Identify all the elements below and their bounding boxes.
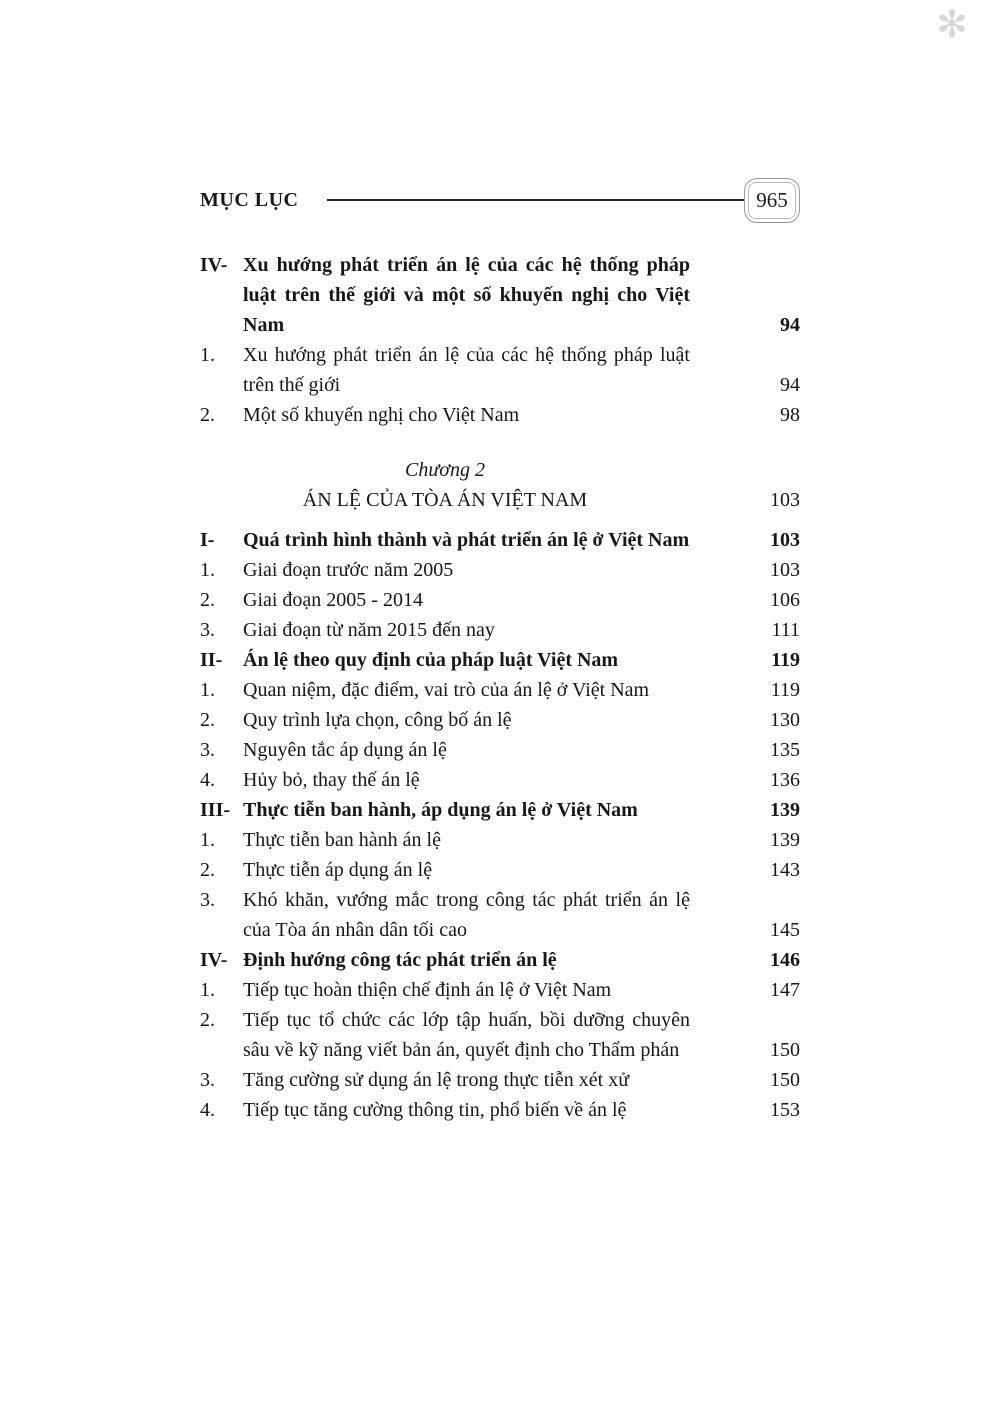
entry-page: 147 (770, 979, 800, 1001)
entry-text: Xu hướng phát triển án lệ của các hệ thống pháp luật trên thế giới và một số khuyến nghị cho Việt Nam (243, 254, 690, 336)
entry-number: I- (200, 529, 215, 551)
entry-page: 136 (770, 769, 800, 791)
page-header (200, 177, 800, 223)
entry-text: Quy trình lựa chọn, công bố án lệ (243, 709, 512, 731)
chapter-title: ÁN LỆ CỦA TÒA ÁN VIỆT NAM (302, 489, 588, 511)
entry-number: 1. (200, 829, 215, 851)
entry-page: 150 (770, 1039, 800, 1061)
toc-entry (200, 705, 800, 735)
entry-number: 4. (200, 769, 215, 791)
toc-entry (200, 585, 800, 615)
entry-text: Thực tiễn ban hành, áp dụng án lệ ở Việt Nam (243, 799, 638, 821)
toc-entry (200, 615, 800, 645)
toc-entry (200, 765, 800, 795)
entry-page: 153 (770, 1099, 800, 1121)
chapter-label: Chương 2 (405, 459, 485, 481)
entry-text: Án lệ theo quy định của pháp luật Việt Nam (243, 649, 619, 671)
entry-text: Quan niệm, đặc điểm, vai trò của án lệ ở Việt Nam (243, 679, 650, 701)
entry-number: 1. (200, 559, 215, 581)
toc-entry (200, 525, 800, 555)
entry-page: 143 (770, 859, 800, 881)
chapter-page: 103 (770, 489, 800, 511)
entry-page: 103 (770, 559, 800, 581)
entry-page: 119 (771, 649, 800, 671)
entry-number: 2. (200, 1009, 215, 1031)
toc-entry (200, 645, 800, 675)
entry-number: 1. (200, 679, 215, 701)
toc-entry (200, 250, 800, 340)
entry-text: Một số khuyến nghị cho Việt Nam (243, 404, 520, 426)
toc-entry (200, 1005, 800, 1065)
entry-number: 1. (200, 344, 215, 366)
entry-page: 111 (771, 619, 800, 641)
toc-entry (200, 555, 800, 585)
entry-page: 103 (770, 529, 800, 551)
entry-number: 1. (200, 979, 215, 1001)
toc-entry (200, 945, 800, 975)
entry-page: 106 (770, 589, 800, 611)
entry-page: 146 (770, 949, 800, 971)
toc-entry (200, 400, 800, 430)
toc-entry (200, 825, 800, 855)
entry-text: Quá trình hình thành và phát triển án lệ ở Việt Nam (243, 529, 690, 551)
entry-number: II- (200, 649, 223, 671)
entry-page: 139 (770, 829, 800, 851)
entry-text: Giai đoạn từ năm 2015 đến nay (243, 619, 495, 641)
entry-number: 4. (200, 1099, 215, 1121)
entry-page: 130 (770, 709, 800, 731)
entry-text: Thực tiễn áp dụng án lệ (243, 859, 433, 881)
entry-number: 3. (200, 1069, 215, 1091)
toc-entry (200, 885, 800, 945)
entry-page: 119 (770, 679, 800, 701)
entry-text: Hủy bỏ, thay thế án lệ (243, 769, 420, 791)
entry-number: 2. (200, 709, 215, 731)
entry-text: Định hướng công tác phát triển án lệ (243, 949, 557, 971)
entry-number: IV- (200, 949, 228, 971)
entry-text: Giai đoạn 2005 - 2014 (243, 589, 423, 611)
toc-entry (200, 1065, 800, 1095)
toc-entry (200, 675, 800, 705)
entry-number: 3. (200, 619, 215, 641)
entry-text: Giai đoạn trước năm 2005 (243, 559, 454, 581)
entry-number: 2. (200, 404, 215, 426)
toc-entry (200, 1095, 800, 1125)
toc-entry (200, 795, 800, 825)
entry-text: Tăng cường sử dụng án lệ trong thực tiễn xét xử (243, 1069, 630, 1091)
toc-entry (200, 855, 800, 885)
entry-page: 98 (780, 404, 800, 426)
entry-text: Nguyên tắc áp dụng án lệ (243, 739, 447, 761)
entry-number: 2. (200, 589, 215, 611)
page-number: 965 (748, 182, 796, 219)
toc-entry (200, 975, 800, 1005)
entry-text: Xu hướng phát triển án lệ của các hệ thống pháp luật trên thế giới (243, 344, 690, 396)
entry-text: Khó khăn, vướng mắc trong công tác phát triển án lệ của Tòa án nhân dân tối cao (243, 889, 690, 941)
entry-page: 145 (770, 919, 800, 941)
entry-text: Tiếp tục tổ chức các lớp tập huấn, bồi dưỡng chuyên sâu về kỹ năng viết bản án, quyết định cho Thẩm phán (243, 1009, 690, 1061)
entry-text: Tiếp tục hoàn thiện chế định án lệ ở Việt Nam (243, 979, 612, 1001)
toc-entry (200, 340, 800, 400)
entry-number: IV- (200, 254, 228, 276)
chapter-main (200, 455, 690, 515)
toc-entry (200, 735, 800, 765)
page-number-badge (744, 178, 800, 223)
flower-icon: ✻ (936, 2, 968, 46)
entry-number: III- (200, 799, 231, 821)
entry-text: Thực tiễn ban hành án lệ (243, 829, 441, 851)
chapter-heading (200, 455, 800, 515)
entry-number: 3. (200, 739, 215, 761)
entry-text: Tiếp tục tăng cường thông tin, phổ biến về án lệ (243, 1099, 627, 1121)
entry-page: 150 (770, 1069, 800, 1091)
entry-page: 135 (770, 739, 800, 761)
entry-page: 94 (780, 374, 800, 396)
entry-page: 139 (770, 799, 800, 821)
header-rule (327, 199, 745, 201)
entry-number: 2. (200, 859, 215, 881)
entry-page: 94 (780, 314, 800, 336)
entry-number: 3. (200, 889, 215, 911)
toc-list (200, 250, 800, 1125)
page-title: MỤC LỤC (200, 188, 299, 211)
